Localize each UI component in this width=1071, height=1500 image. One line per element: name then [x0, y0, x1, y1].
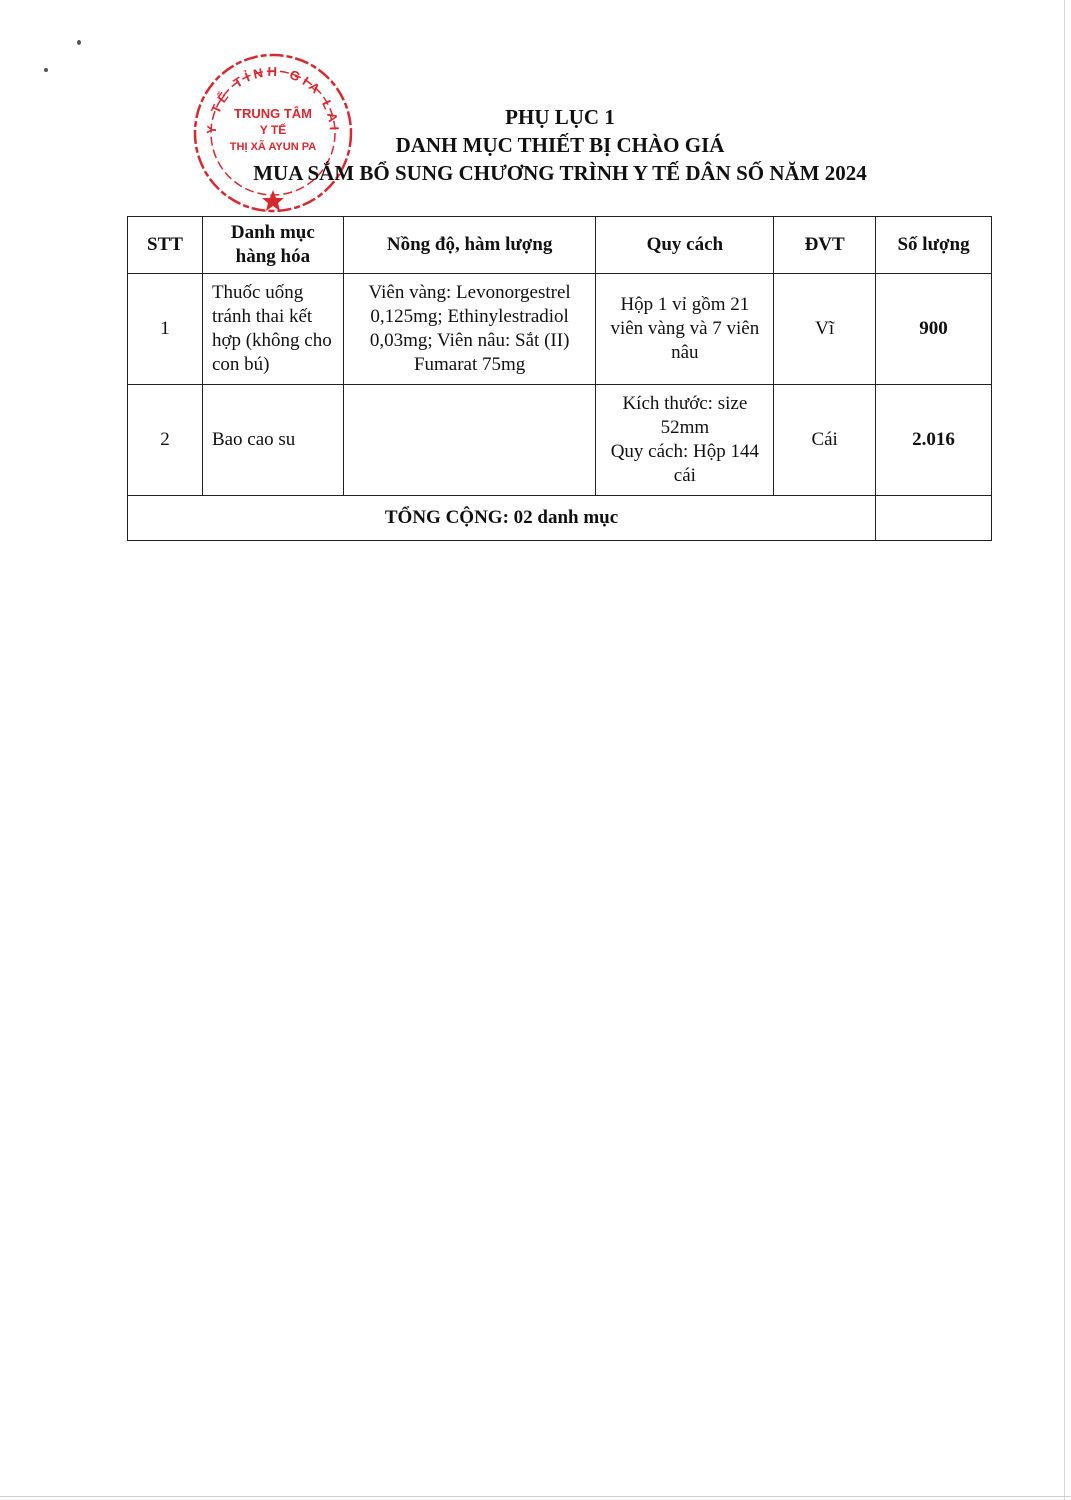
cell-unit: Vĩ	[774, 274, 876, 385]
scan-speck	[44, 68, 48, 72]
cell-unit: Cái	[774, 385, 876, 496]
total-quantity-cell	[876, 496, 992, 541]
total-row	[128, 496, 992, 541]
cell-item: Thuốc uống tránh thai kết hợp (không cho con bú)	[202, 274, 343, 385]
cell-packaging	[596, 385, 774, 496]
col-header-stt: STT	[128, 217, 203, 274]
col-header-concentration: Nồng độ, hàm lượng	[343, 217, 596, 274]
packaging-size: Kích thước: size 52mm	[622, 393, 748, 438]
scan-edge	[1064, 0, 1065, 1500]
cell-quantity: 2.016	[876, 385, 992, 496]
appendix-title: PHỤ LỤC 1	[505, 105, 615, 129]
total-label: TỔNG CỘNG: 02 danh mục	[128, 496, 876, 541]
table-row	[128, 274, 992, 385]
scan-edge	[0, 1496, 1071, 1497]
stamp-arc-text: Y TẾ TỈNH GIA LAI	[203, 63, 343, 135]
cell-stt: 1	[128, 274, 203, 385]
col-header-unit: ĐVT	[774, 217, 876, 274]
col-header-quantity: Số lượng	[876, 217, 992, 274]
equipment-table	[127, 216, 992, 541]
cell-stt: 2	[128, 385, 203, 496]
stamp-line-2: Y TẾ	[259, 123, 287, 137]
col-header-item: Danh mục hàng hóa	[202, 217, 343, 274]
cell-packaging: Hộp 1 vỉ gồm 21 viên vàng và 7 viên nâu	[596, 274, 774, 385]
cell-quantity: 900	[876, 274, 992, 385]
table-row	[128, 385, 992, 496]
cell-concentration: Viên vàng: Levonorgestrel 0,125mg; Ethinylestradiol 0,03mg; Viên nâu: Sắt (II) Fumarat 75mg	[343, 274, 596, 385]
table-header-row	[128, 217, 992, 274]
scan-speck	[77, 40, 81, 45]
stamp-line-3: THỊ XÃ AYUN PA	[229, 141, 317, 153]
star-icon	[262, 190, 284, 211]
cell-item: Bao cao su	[202, 385, 343, 496]
packaging-spec: Quy cách: Hộp 144 cái	[610, 441, 759, 486]
document-title: DANH MỤC THIẾT BỊ CHÀO GIÁ	[395, 133, 725, 157]
stamp-line-1: TRUNG TÂM	[234, 106, 312, 121]
cell-concentration	[343, 385, 596, 496]
col-header-packaging: Quy cách	[596, 217, 774, 274]
document-subtitle: MUA SẮM BỔ SUNG CHƯƠNG TRÌNH Y TẾ DÂN SỐ NĂM 2024	[253, 161, 867, 185]
